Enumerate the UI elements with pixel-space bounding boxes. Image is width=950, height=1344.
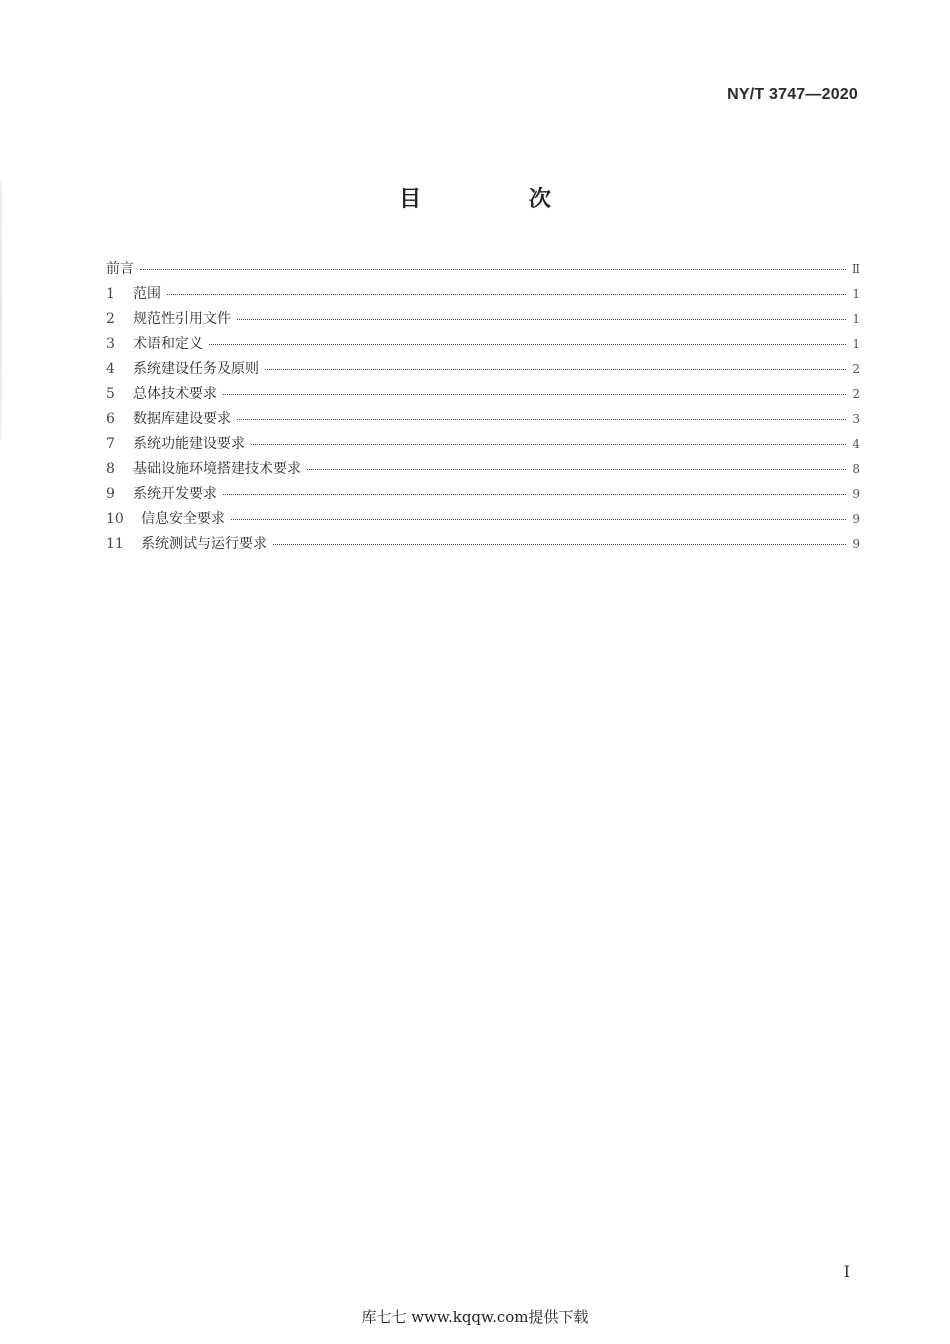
toc-entry-6[interactable]	[106, 408, 860, 433]
toc-entry-number: 3	[106, 336, 115, 352]
dot-leader	[251, 444, 846, 445]
dot-leader	[237, 319, 846, 320]
toc-entry-number: 1	[106, 286, 115, 302]
toc-entry-page: 4	[852, 437, 860, 451]
toc-entry-page: 9	[852, 512, 860, 526]
toc-entry-number: 10	[106, 511, 124, 527]
toc-entry-label: 系统功能建设要求	[133, 436, 245, 452]
toc-entry-9[interactable]	[106, 483, 860, 508]
toc-entry-7[interactable]	[106, 433, 860, 458]
toc-entry-label: 系统测试与运行要求	[141, 536, 267, 552]
table-of-contents	[106, 258, 860, 558]
toc-entry-number: 8	[106, 461, 115, 477]
toc-entry-label: 系统建设任务及原则	[133, 361, 259, 377]
dot-leader	[231, 519, 846, 520]
toc-entry-4[interactable]	[106, 358, 860, 383]
dot-leader	[167, 294, 846, 295]
toc-entry-page: Ⅱ	[851, 262, 860, 276]
toc-entry-page: 2	[852, 362, 860, 376]
scan-edge-shadow	[0, 180, 2, 440]
dot-leader	[209, 344, 846, 345]
toc-entry-page: 1	[852, 312, 860, 326]
toc-entry-number: 7	[106, 436, 115, 452]
toc-entry-page: 3	[852, 412, 860, 426]
standard-code: NY/T 3747—2020	[727, 86, 858, 103]
toc-entry-foreword[interactable]	[106, 258, 860, 283]
toc-entry-5[interactable]	[106, 383, 860, 408]
toc-entry-2[interactable]	[106, 308, 860, 333]
dot-leader	[237, 419, 846, 420]
toc-entry-label: 系统开发要求	[133, 486, 217, 502]
toc-entry-8[interactable]	[106, 458, 860, 483]
dot-leader	[223, 494, 846, 495]
toc-entry-number: 4	[106, 361, 115, 377]
toc-entry-page: 1	[852, 337, 860, 351]
dot-leader	[140, 269, 846, 270]
toc-entry-number: 11	[106, 536, 124, 552]
dot-leader	[265, 369, 846, 370]
page-number: I	[843, 1262, 850, 1281]
toc-entry-label: 范围	[133, 286, 161, 302]
toc-entry-page: 9	[852, 487, 860, 501]
dot-leader	[307, 469, 846, 470]
toc-entry-1[interactable]	[106, 283, 860, 308]
toc-title: 目 次	[399, 187, 601, 212]
toc-entry-3[interactable]	[106, 333, 860, 358]
toc-entry-number: 6	[106, 411, 115, 427]
dot-leader	[273, 544, 846, 545]
toc-entry-number: 9	[106, 486, 115, 502]
toc-entry-number: 2	[106, 311, 115, 327]
toc-entry-page: 2	[852, 387, 860, 401]
toc-entry-number: 5	[106, 386, 115, 402]
dot-leader	[223, 394, 846, 395]
toc-entry-11[interactable]	[106, 533, 860, 558]
toc-entry-label: 术语和定义	[133, 336, 203, 352]
toc-entry-label: 总体技术要求	[133, 386, 217, 402]
toc-entry-label: 前言	[106, 261, 134, 277]
toc-entry-page: 1	[852, 287, 860, 301]
toc-entry-label: 基础设施环境搭建技术要求	[133, 461, 301, 477]
toc-entry-10[interactable]	[106, 508, 860, 533]
toc-entry-page: 8	[852, 462, 860, 476]
toc-entry-label: 数据库建设要求	[133, 411, 231, 427]
toc-entry-page: 9	[852, 537, 860, 551]
download-footer: 库七七 www.kqqw.com提供下载	[361, 1308, 589, 1326]
toc-entry-label: 规范性引用文件	[133, 311, 231, 327]
toc-entry-label: 信息安全要求	[141, 511, 225, 527]
